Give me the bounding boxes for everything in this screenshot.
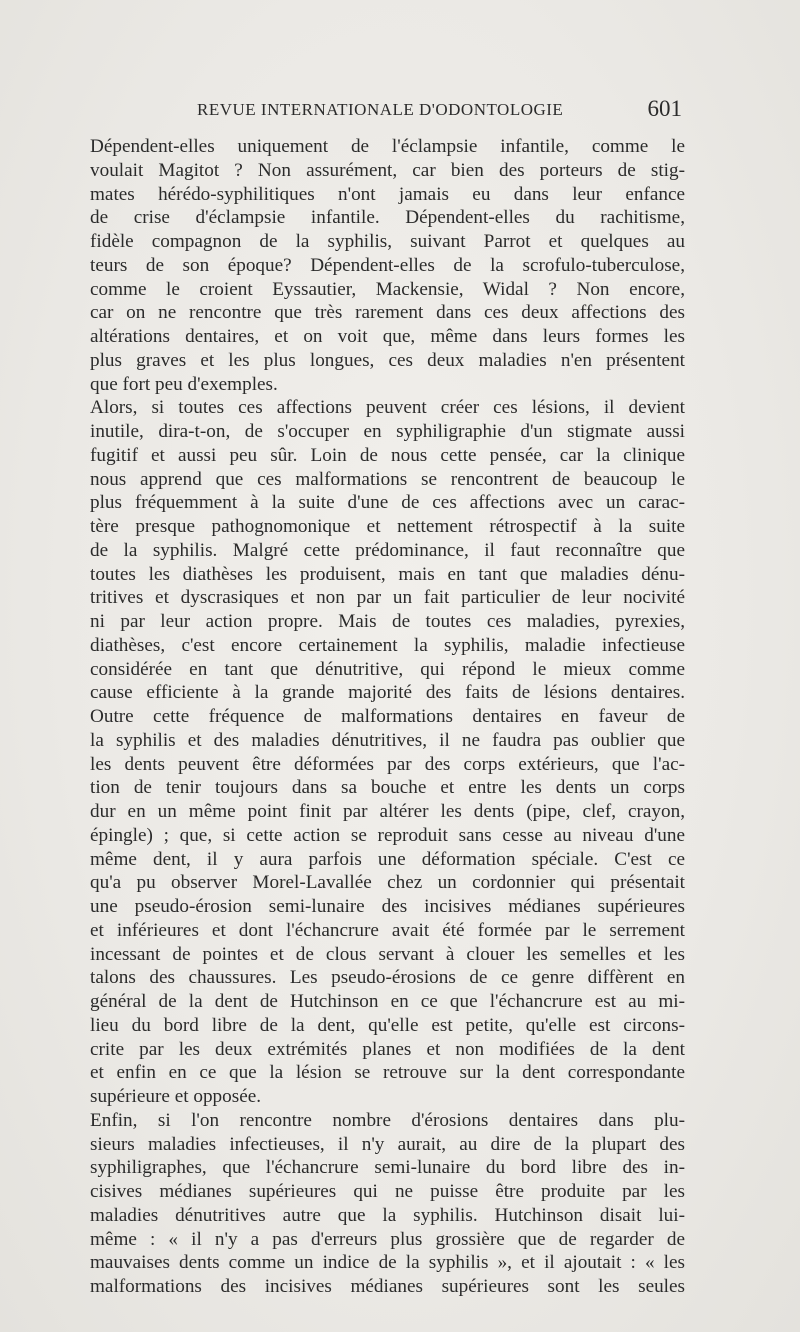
text-line: plus graves et les plus longues, ces deux maladies n'en présentent [90, 349, 685, 371]
text-line: crite par les deux extrémités planes et non modifiées de la dent [90, 1038, 685, 1060]
text-line: talons des chaussures. Les pseudo-érosions de ce genre diffèrent en [90, 967, 685, 989]
page-number: 601 [647, 96, 682, 121]
text-line: teurs de son époque? Dépendent-elles de la scrofulo-tuberculose, [90, 254, 685, 276]
body-text [90, 135, 685, 1299]
text-line: la syphilis et des maladies dénutritives, il ne faudra pas oublier que [90, 729, 685, 751]
text-line: ni par leur action propre. Mais de toutes ces maladies, pyrexies, [90, 611, 685, 632]
text-line: une pseudo-érosion semi-lunaire des incisives médianes supérieures [90, 896, 685, 917]
text-line: Outre cette fréquence de malformations dentaires en faveur de [90, 706, 685, 727]
text-line: épingle) ; que, si cette action se reproduit sans cesse au niveau d'une [90, 824, 685, 846]
text-line: incessant de pointes et de clous servant à clouer les semelles et les [90, 943, 685, 965]
text-line: cause efficiente à la grande majorité des faits de lésions dentaires. [90, 682, 685, 704]
text-line: altérations dentaires, et on voit que, même dans leurs formes les [90, 326, 685, 347]
text-line: diathèses, c'est encore certainement la syphilis, maladie infectieuse [90, 634, 685, 656]
text-line: de la syphilis. Malgré cette prédominance, il faut reconnaître que [90, 539, 685, 561]
text-line: syphiligraphes, que l'échancrure semi-lunaire du bord libre des in- [90, 1157, 685, 1179]
text-line: tère presque pathognomonique et nettement rétrospectif à la suite [90, 516, 685, 537]
text-line: fidèle compagnon de la syphilis, suivant Parrot et quelques au [90, 231, 685, 252]
text-line: tritives et dyscrasiques et non par un fait particulier de leur nocivité [90, 587, 685, 609]
text-line: comme le croient Eyssautier, Mackensie, Widal ? Non encore, [90, 278, 685, 300]
text-line: même dent, il y aura parfois une déformation spéciale. C'est ce [90, 848, 685, 870]
page-header [197, 96, 682, 126]
text-line: toutes les diathèses les produisent, mais en tant que maladies dénu- [90, 563, 685, 585]
text-line: lieu du bord libre de la dent, qu'elle est petite, qu'elle est circons- [90, 1014, 685, 1036]
text-line: dur en un même point finit par altérer les dents (pipe, clef, crayon, [90, 801, 685, 822]
text-line: Dépendent-elles uniquement de l'éclampsie infantile, comme le [90, 136, 685, 157]
text-line: sieurs maladies infectieuses, il n'y aurait, au dire de la plupart des [90, 1133, 685, 1155]
text-line: général de la dent de Hutchinson en ce que l'échancrure est au mi- [90, 991, 685, 1012]
text-line: cisives médianes supérieures qui ne puisse être produite par les [90, 1181, 685, 1202]
text-line: nous apprend que ces malformations se rencontrent de beaucoup le [90, 468, 685, 490]
text-line: voulait Magitot ? Non assurément, car bien des porteurs de stig- [90, 159, 685, 181]
text-line: supérieure et opposée. [90, 1086, 262, 1107]
text-line: malformations des incisives médianes supérieures sont les seules [90, 1276, 685, 1297]
text-line: Enfin, si l'on rencontre nombre d'érosions dentaires dans plu- [90, 1109, 685, 1131]
text-line: mates hérédo-syphilitiques n'ont jamais eu dans leur enfance [90, 183, 685, 205]
text-line: inutile, dira-t-on, de s'occuper en syphiligraphie d'un stigmate aussi [90, 421, 685, 442]
text-line: fugitif et aussi peu sûr. Loin de nous cette pensée, car la clinique [90, 444, 685, 466]
text-line: que fort peu d'exemples. [90, 373, 278, 395]
text-line: qu'a pu observer Morel-Lavallée chez un cordonnier qui présentait [90, 872, 685, 894]
text-line: et enfin en ce que la lésion se retrouve sur la dent correspondante [90, 1062, 685, 1084]
text-line: mauvaises dents comme un indice de la syphilis », et il ajoutait : « les [90, 1252, 685, 1274]
text-line: plus fréquemment à la suite d'une de ces affections avec un carac- [90, 492, 685, 514]
text-line: de crise d'éclampsie infantile. Dépendent-elles du rachitisme, [90, 207, 685, 229]
text-line: et inférieures et dont l'échancrure avait été formée par le serrement [90, 919, 685, 941]
text-line: car on ne rencontre que très rarement dans ces deux affections des [90, 302, 685, 324]
text-line: même : « il n'y a pas d'erreurs plus grossière que de regarder de [90, 1228, 685, 1250]
text-line: considérée en tant que dénutritive, qui répond le mieux comme [90, 658, 685, 680]
text-line: tion de tenir toujours dans sa bouche et entre les dents un corps [90, 777, 685, 799]
text-line: Alors, si toutes ces affections peuvent créer ces lésions, il devient [90, 397, 685, 419]
text-line: maladies dénutritives autre que la syphilis. Hutchinson disait lui- [90, 1204, 685, 1226]
running-title: REVUE INTERNATIONALE D'ODONTOLOGIE [197, 100, 564, 119]
text-line: les dents peuvent être déformées par des corps extérieurs, que l'ac- [90, 753, 685, 775]
